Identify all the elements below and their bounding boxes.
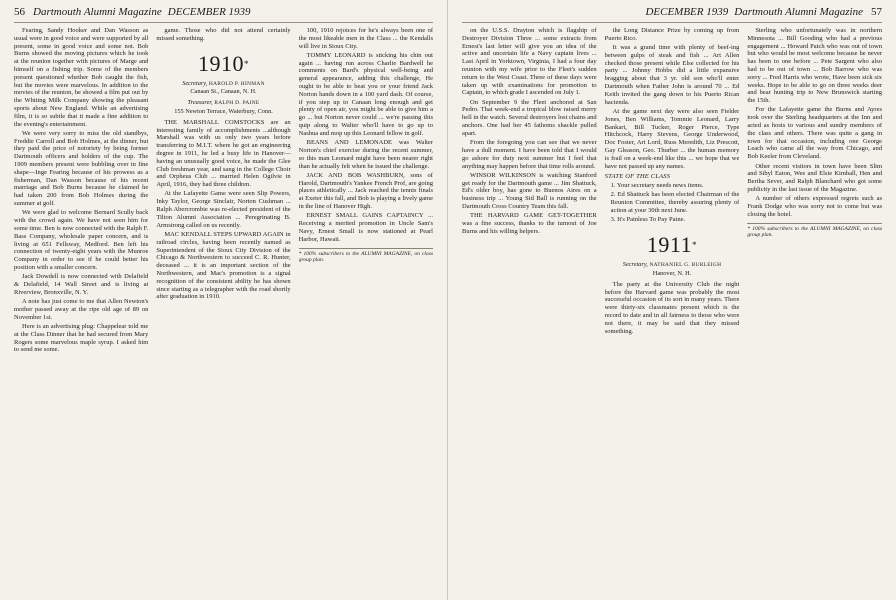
paragraph: On September 9 the Fleet anchored at San Pedro. That week-end a tropical blow raised merry hell in the watch. Several destroyers lost chains and anchors. One had her 45 fathoms shackle pulled apart. [462,98,597,137]
page-number: 56 [14,6,25,18]
paragraph: For the Lafayette game the Burns and Ayres took over the Sterling headquarters at the Inn and acted as hosts to various and sundry members of the class and others. There was quite a gang in town for that occasion, including one George Leach who came all the way from Chicago, and Bob Keeler from Cleveland. [747,106,883,161]
paragraph: THE HARVARD GAME GET-TOGETHER was a fine success, thanks to the turnout of Joe Burns and his willing helpers. [462,212,597,235]
paragraph: We were glad to welcome Bernard Scully back with the crowd again. We have not seen him for some time. Ben is now connected with the Ralph F. Bass Company, wholesale paper concern, and is living at 651 Fellsway, Medford. Ben left his connection of twenty-eight years with the Munroe Company in order to see if he could better his position with a smaller concern. [14,209,149,271]
class-heading-1911 [605,234,740,256]
paragraph: MAC KENDALL STEPS UPWARD AGAIN in railroad circles, having been recently named as Superintendent of the Sioux City Division of the Chicago & Northwestern to succeed C. R. Hunter, deceased ... it is an important section of the Northwestern, and Mac's promotion is a signal recognition of the consistent ability he has shown since starting as a telegrapher with the road shortly after graduation in 1910. [156,230,291,301]
paragraph: At the Lafayette Game were seen Slip Powers, Inky Taylor, George Sinclair, Norton Cushman ... Ralph Abercrombie was re-elected president of the Tilton Alumni Association ... Peregrinating B. Armstrong called on us recently. [156,190,291,229]
subscriber-mark: * [243,58,249,69]
column-group [462,27,882,597]
class-year: 1911 [646,232,693,258]
paragraph: From the foregoing you can see that we never have a dull moment. I have been told that I would go ashore for duty next summer but I feel that anything may happen before that time rolls around. [462,139,597,170]
class-heading-1910 [156,50,290,76]
paragraph: the Long Distance Prize by coming up from Puerto Rico. [604,27,740,42]
list-item: 3. It's Painless To Pay Paine. [610,216,686,224]
footnote: * 100% subscribers to the ALUMNI MAGAZINE, on class group plan. [747,223,882,239]
paragraph: on the U.S.S. Drayton which is flagship of Destroyer Division Three ... some extracts from Ernest's last letter will give you an idea of the active and uncertain life a Navy captain lives ... Last April in Yorktown, Virginia, I had a four day reunion with my wife prior to the Fleet's sudden return to the West Coast. Three of these days were taken up with examinations for promotion to Captain, to which grade I ascended on July 1. [462,27,597,97]
paragraph: The party at the University Club the night before the Harvard game was probably the most successful occasion of its sort in many years. There were thirty-six classmates present which is the record to date and in all fairness to those who were not there, it may be said that they missed something. [604,280,740,335]
paragraph: A number of others expressed regrets such as Frank Dodge who was sorry not to come but was closing the hotel. [747,195,883,218]
column-2 [605,27,740,597]
list-item: 2. Ed Shattuck has been elected Chairman of the Reunion Committee, thereby assuring plenty of action at your 30th next June. [610,191,740,215]
treasurer-line [156,99,290,108]
list-item: 1. Your secretary needs news items. [610,182,704,190]
column-group [14,27,433,597]
paragraph: game. Those who did not attend certainly missed something. [156,27,291,42]
footnote: * 100% subscribers to the ALUMNI MAGAZINE, on class group plan. [299,248,433,264]
paragraph: It was a grand time with plenty of beef-ing between gulps of steak and fish ... Art Allen checked those present while Else collected for his party ... Johnny Hobbs did a little expansive bragging about that 3 yr. old son who'll enter Dartmouth when Father John is around 70 ... Ed Keith invited the gang down to his Puerto Rican hacienda. [604,44,740,106]
running-head-left [14,6,433,23]
secretary-line [156,80,290,89]
magazine-title: Dartmouth Alumni Magazine [734,6,863,18]
paragraph: Sterling who unfortunately was in northern Minnesota ... Bill Gooding who had a previous engagement ... Howard Patch who was out of town but who would be most welcome because he never has been to one before ... Pete Sargent who also had to be out of town ... Bob Barrow who was sorry ... Fred Harris who wrote, Have been sick six weeks. Hope to be able to go on three weeks deer and bear hunting trip to New Brunswick starting the 15th. [747,27,883,105]
paragraph: BEANS AND LEMONADE was Walter Norton's chief exercise during the recent summer, so this man Leonard might have been nearer right than he actually felt when he issued the challenge. [298,139,433,170]
treasurer-address: 155 Newton Terrace, Waterbury, Conn. [174,107,273,115]
paragraph: Other recent visitors in town have been Slim and Sibyl Eaton, Wee and Elsie Kimball, Hen and Bertha Sever, and Ralph Blanchard who got some publicity in the last issue of the Magazine. [747,162,883,193]
magazine-title: Dartmouth Alumni Magazine [33,6,162,18]
paragraph: At the game next day were also seen Fielder Jones, Ben Williams, Tommie Leonard, Larry Bankart, Bill Tucker, Roger Pierce, Type Hitchcock, Harry Stevens, George Underwood, Doc Foster, Art Lord, Russ Meredith, Liz Prescott, Gay Gleason, Geo. Thurber ... the human memory is frail on a week-end like this ... we hope that we have not passed up any names. [604,107,740,170]
class-year: 1910 [197,50,244,76]
secretary-label: Secretary, [182,79,208,87]
treasurer-label: Treasurer, [187,99,213,107]
column-3 [299,27,433,597]
paragraph: Jack Dowdell is now connected with Delafield & Delafield, 14 Wall Street and is living at Riverview, Bronxville, N. Y. [14,273,149,296]
treasurer-name: RALPH D. PAINE [214,100,260,107]
page-number: 57 [871,6,882,18]
subscriber-mark: * [692,240,698,251]
state-of-class-heading: STATE OF THE CLASS [604,173,671,181]
paragraph: We were very sorry to miss the old standbys, Freddie Carroll and Bob Holmes, at the dinner, but they paid the price of notoriety by being former Dartmouth officers and holders of the cup. The 1909 members present were bubbling over in fine shape—Inge Fearing because of his prowess as a fisherman, Dan Wasson because of his recent marriage and Bob Burns because he claimed he had taken 200 from Bob Holmes during the summer at golf. [14,129,149,208]
paragraph: A note has just come to me that Allen Newton's mother passed away at the ripe old age of 89 on November 1st. [14,298,149,321]
secretary-name: NATHANIEL G. BURLEIGH [649,262,722,269]
column-1 [14,27,148,597]
paragraph: TOMMY LEONARD is sticking his chin out again ... having run across Charlie Bardwell he comments on Bard's physical well-being and general appearance, adding this challenge, He ought to be able to beat you or your friend Jack Norton hands down in a 100 yard dash. Of course, if you step up to Canaan long enough and get plenty of open air, you might be able to give him a go ... but Norton never could ... we're passing this quip along to Walter who'll have to go up to Nashua and mop up this Leonard fellow in golf. [298,51,433,137]
issue-date: DECEMBER 1939 [167,6,251,18]
issue-date: DECEMBER 1939 [645,6,729,18]
paragraph: WINSOR WILKINSON is watching Stanford get ready for the Dartmouth game ... Jim Shattuck, Ed's older boy, has gone to Buenos Aires on a business trip ... Young Sid Ball is running on the Dartmouth Cross Country Team this fall. [462,171,597,211]
column-3 [747,27,882,597]
column-2 [156,27,290,597]
paragraph: THE MARSHALL COMSTOCKS are an interesting family of accomplishments ...although Marshall was with us only two years before transferring to M.I.T. where he got an engineering degree in 1911, he led a busy life in Hanover—having an unusually good voice, he made the Glee Club freshman year, and sang in the College Choir and Orpheus Club ... married Helen Ogilvie in April, 1916, they had three children. [156,118,291,189]
secretary-label: Secretary, [622,261,648,269]
secretary-line [605,261,740,270]
right-page [448,0,896,600]
paragraph: ERNEST SMALL GAINS CAPTAINCY ... Receiving a merited promotion in Uncle Sam's Navy, Ernest Small is now stationed at Pearl Harbor, Hawaii. [298,212,433,243]
secretary-address: Canaan St., Canaan, N. H. [190,88,257,96]
running-head-right [462,6,882,23]
paragraph: Here is an advertising plug: Chappelear told me at the Class Dinner that he had secured from Mary Rogers some marvelous maple syrup. I asked him to send me some. [14,322,149,354]
secretary-name: HAROLD P. HINMAN [208,80,265,87]
paragraph: JACK AND BOB WASHBURN, sons of Harold, Dartmouth's Yankee French Prof, are going places athletically ... Jack reached the tennis finals at Exeter this fall, and Bob is playing a lively game in the line of Hanover High. [298,171,433,211]
paragraph: 100, 1910 rejoices for he's always been one of the most likeable men in the Class ... the Kendalls will live in Sioux City. [298,27,433,50]
paragraph: Fearing, Sandy Hooker and Dan Wasson as usual were in good voice and were supported by all present, some in good voice and some not. Bob Burns showed the moving pictures which he took at the reunion together with pictures of Marge and himself on a fishing trip. Some of the members present questioned whether Bob caught the fish, but the movies were marvelous. In addition to the movies of the reunion, he showed a film put out by the Whiting Milk Company showing the pleasant sports about New England. While an advertising film, it is so subtle that it made a fine addition to the evening's entertainment. [14,27,149,128]
column-1 [462,27,597,597]
secretary-address: Hanover, N. H. [652,269,692,277]
